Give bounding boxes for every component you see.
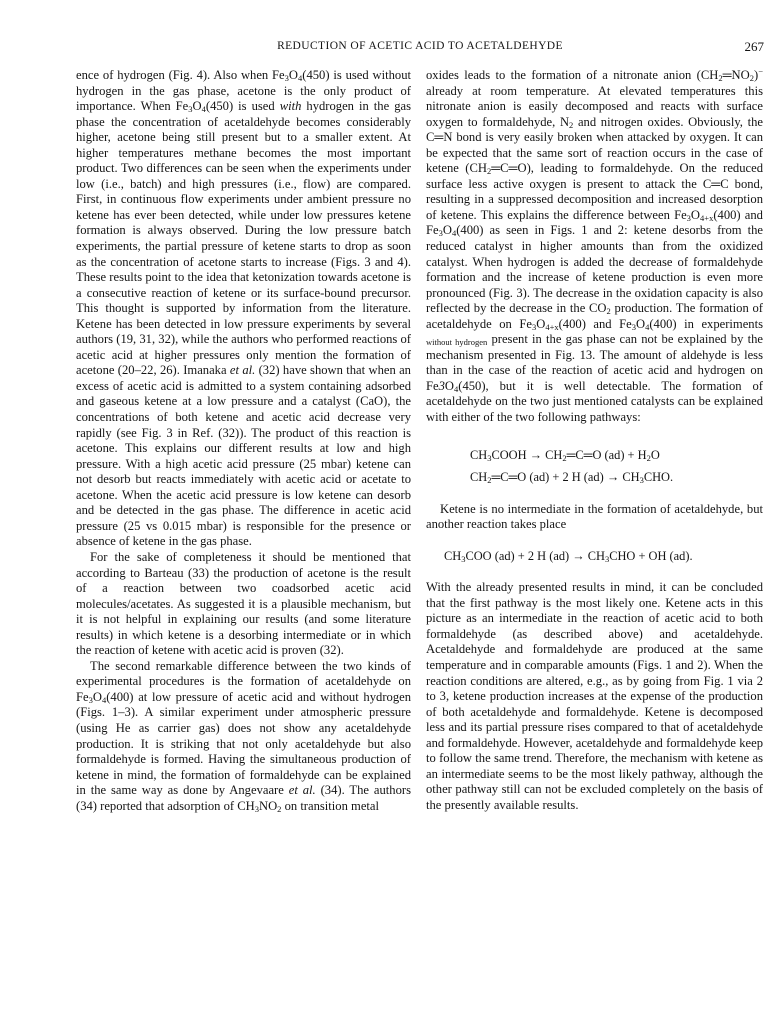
- right-paragraph-3: With the already presented results in mind, it can be concluded that the first pathway is the most likely one. Ketene acts in this picture as an intermediate in the reaction of acetic acid to both formaldehyde (as described above) and acetaldehyde. Acetaldehyde and formaldehyde are produced at the same temperature and in comparable amounts (Figs. 1 and 2). When the reaction conditions are altered, e.g., as by going from Fig. 1 via 2 to 3, ketene production increases at the expense of the production of both acetaldehyde and formaldehyde. Ketene is decomposed less and its partial pressure rises compared to that of acetaldehyde and formaldehyde. However, acetaldehyde and formaldehyde keep to follow the same trend. Therefore, the mechanism with ketene as an intermediate seems to be the most likely pathway, although the other pathway still can not be excluded completely on the basis of the presently available results.: [426, 580, 763, 812]
- equation-block-pathway-1: [470, 444, 763, 488]
- page-number: 267: [744, 39, 764, 54]
- left-paragraph-1: ence of hydrogen (Fig. 4). Also when $Fe_3O_4(450)$ is used without hydrogen in the gas phase, acetone is the only product of importance. When $Fe_3O_4(450)$ is used with hydrogen in the gas phase the concentration of acetaldehyde becomes considerably higher, acetone being still present but to a smaller extent. At higher temperatures methane becomes the most important product. Two differences can be seen when the experiments under low (i.e., batch) and high pressures (i.e., flow) are compared. First, in continuous flow experiments under ambient pressure no ketene has ever been detected, while under low pressures ketene formation is always observed. During the low pressure batch experiments, the partial pressure of ketene starts to drop as soon as the concentration of acetone starts to increase (Figs. 3 and 4). These results point to the idea that ketonization towards acetone is a consecutive reaction of ketene or its surface-bound precursor. This thought is supported by information from the literature. Ketene has been detected in low pressure experiments by several authors (19, 31, 32), while the authors who performed reactions of acetic acid at higher pressures only mention the formation of acetone (20–22, 26). Imanaka et al. (32) have shown that when an excess of acetic acid is admitted to a system containing adsorbed and gaseous ketene at a low pressure and a catalyst (CaO), the concentrations of both ketene and acetic acid decrease very rapidly (see Fig. 3 in Ref. (32)). The product of this reaction is acetone. This explains our different results at low and high pressure. With a high acetic acid pressure (25 mbar) ketene can not desorb but reacts immediately with acetic acid or acetate to acetone. When the acetic acid pressure is low ketene can desorb and be detected in the gas phase. The difference in acetic acid pressure (25 vs 0.015 mbar) is responsible for the presence or absence of ketene in the gas phase.: [76, 68, 411, 549]
- right-paragraph-2: Ketene is no intermediate in the formation of acetaldehyde, but another reaction takes place: [426, 501, 763, 532]
- page-header: [76, 40, 764, 60]
- left-column: [76, 68, 411, 814]
- equation-1: $CH_3COOH$ → $CH_2═C═O$ $(ad) + H_2O$: [470, 447, 660, 463]
- left-paragraph-2: For the sake of completeness it should be mentioned that according to Barteau (33) the production of acetone is the result of a reaction between two coadsorbed acetic acid molecules/acetates. As suggested it is a plausible mechanism, but it is not helpful in explaining our results (and some literature results) in which ketene is a desorbing intermediate or in which the reaction of ketene with acetic acid is proven (32).: [76, 549, 411, 658]
- equation-3: $CH_3COO$ (ad) + 2 H $(ad) \to CH_3CHO$ + OH (ad).: [444, 548, 693, 564]
- running-title: REDUCTION OF ACETIC ACID TO ACETALDEHYDE: [277, 40, 563, 52]
- equation-2: $CH_2═C═O$ (ad) + 2 H $(ad) \to CH_3CHO$.: [470, 469, 674, 485]
- right-paragraph-1: oxides leads to the formation of a nitronate anion $(CH_2═NO_2)^-$ already at room temperature. At elevated temperatures this nitronate anion is easily decomposed and reacts with surface oxygen to formaldehyde, $N_2$ and nitrogen oxides. Obviously, the C═N bond is very easily broken when attacked by oxygen. It can be expected that the same sort of reaction occurs in the case of ketene $(CH_2═C═O)$, leading to formaldehyde. On the reduced surface less active oxygen is present to attack the C═C bond, resulting in a suppressed decomposition and increased desorption of ketene. This explains the difference between $Fe_3O_{4+x}(400)$ and $Fe_3O_4(400)$ as seen in Figs. 1 and 2: ketene desorbs from the reduced catalyst in higher amounts than from the oxidized catalyst. When hydrogen is added the decrease of formaldehyde formation and the increase of ketene production is even more pronounced (Fig. 3). The decrease in the oxidation capacity is also reflected by the decrease in the $CO_2$ production. The formation of acetaldehyde on $Fe_3O_{4+x}(400)$ and $Fe_3O_4(400)$ in experiments $_{without hydrogen}$ present in the gas phase can not be explained by the mechanism presented in Fig. 13. The amount of aldehyde is less than in the case of the reaction of acetic acid and hydrogen on $Fe3O_4(450)$, but it is well detectable. The formation of acetaldehyde on the two just mentioned catalysts can be explained with either of the two following pathways:: [426, 66, 764, 425]
- right-column: [426, 68, 763, 813]
- left-paragraph-3: The second remarkable difference between the two kinds of experimental procedures is the formation of acetaldehyde on $Fe_3O_4(400)$ at low pressure of acetic acid and without hydrogen (Figs. 1–3). A similar experiment under atmospheric pressure (using He as carrier gas) does not show any acetaldehyde production. It is striking that not only acetaldehyde but also formaldehyde is formed. Having the simultaneous production of ketene in mind, the formation of formaldehyde can be explained in the same way as done by Angevaare et al. (34). The authors (34) reported that adsorption of $CH_3NO_2$ on transition metal: [76, 658, 411, 814]
